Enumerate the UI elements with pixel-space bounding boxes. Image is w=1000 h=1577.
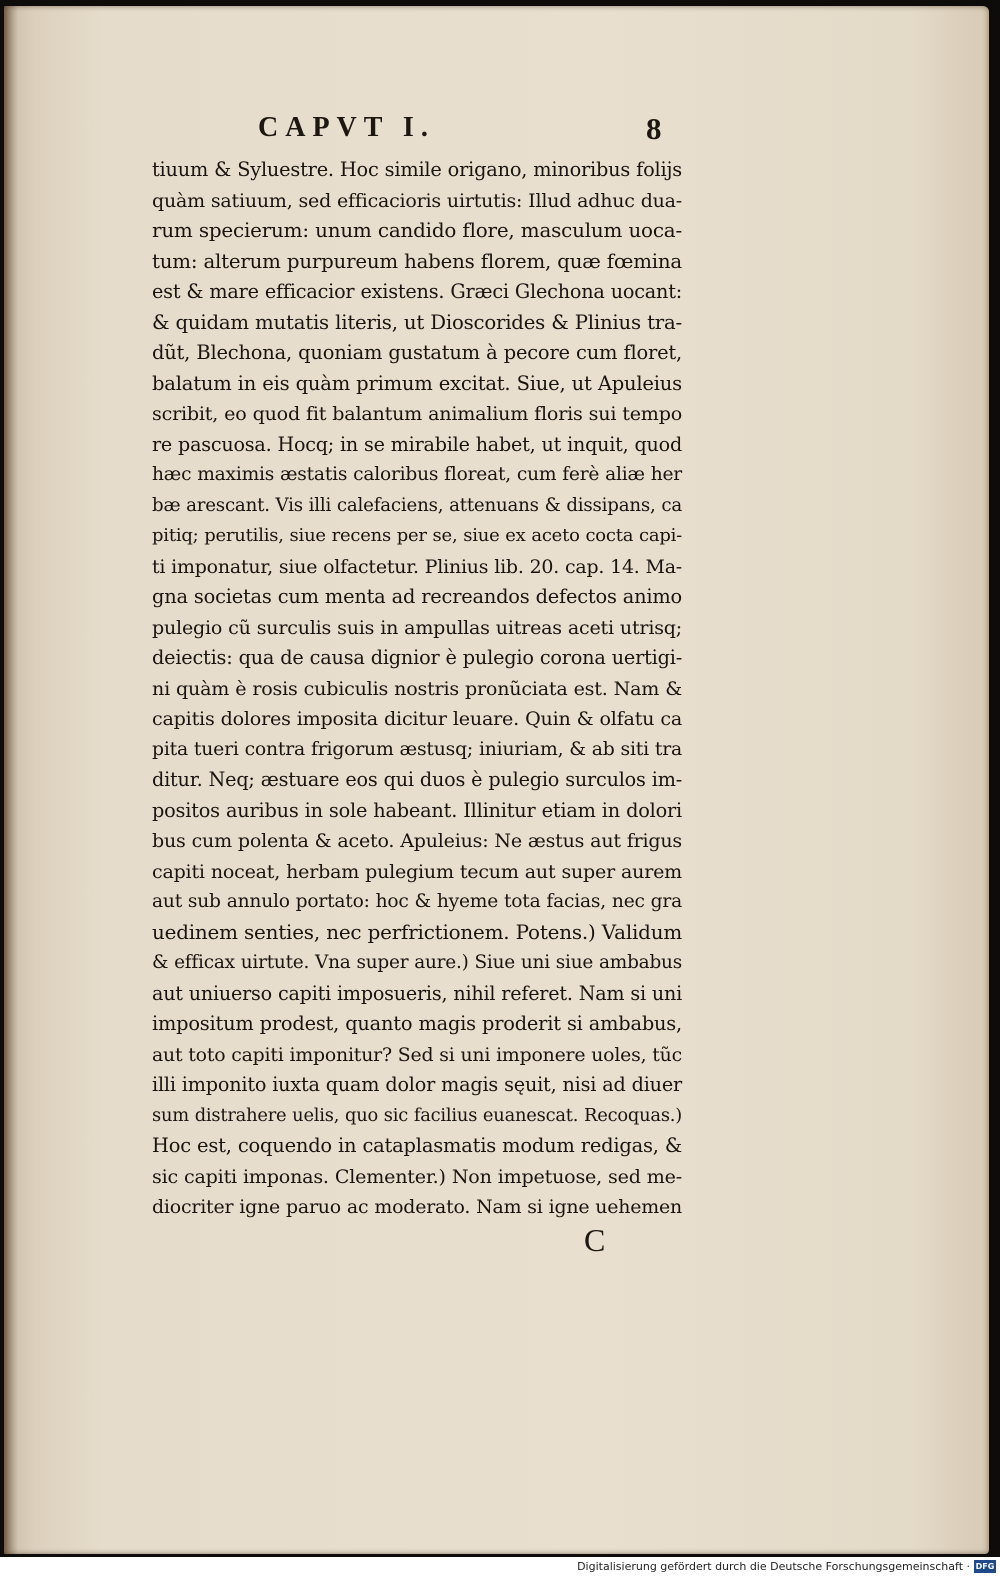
text-line: pulegio cũ surculis suis in ampullas uitreas aceti utrisq; <box>152 616 682 639</box>
text-line: impositum prodest, quanto magis proderit si ambabus, <box>152 1012 682 1035</box>
text-line: aut uniuerso capiti imposueris, nihil referet. Nam si uni <box>152 981 682 1005</box>
dfg-logo-icon: DFG <box>975 1562 995 1571</box>
text-line: ditur. Neq; æstuare eos qui duos è pulegio surculos im- <box>152 768 682 791</box>
text-line: tum: alterum purpureum habens florem, quæ fœmina <box>152 249 682 273</box>
text-line: hæc maximis æstatis caloribus floreat, cum ferè aliæ her <box>152 464 682 485</box>
text-line: Hoc est, coquendo in cataplasmatis modum redigas, & <box>152 1134 682 1157</box>
gutter-shadow <box>4 6 18 1554</box>
text-line: bæ arescant. Vis illi calefaciens, attenuans & dissipans, ca <box>152 494 682 516</box>
text-line: re pascuosa. Hocq; in se mirabile habet, ut inquit, quod <box>152 432 682 456</box>
text-line: ni quàm è rosis cubiculis nostris pronũciata est. Nam & <box>152 676 682 700</box>
text-line: positos auribus in sole habeant. Illinitur etiam in dolori <box>152 798 682 822</box>
text-line: dũt, Blechona, quoniam gustatum à pecore cum floret, <box>152 341 682 364</box>
text-line: rum specierum: unum candido flore, masculum uoca- <box>152 219 682 242</box>
text-line: deiectis: qua de causa dignior è pulegio corona uertigi- <box>152 646 682 669</box>
funding-credit: Digitalisierung gefördert durch die Deutsche Forschungsgemeinschaft · <box>577 1560 970 1573</box>
body-text <box>152 155 682 1223</box>
text-line: aut sub annulo portato: hoc & hyeme tota facias, nec gra <box>152 891 682 912</box>
text-line: & efficax uirtute. Vna super aure.) Siue uni siue ambabus <box>152 952 682 973</box>
text-line: illi imponito iuxta quam dolor magis sęuit, nisi ad diuer <box>152 1073 682 1096</box>
text-line: aut toto capiti imponitur? Sed si uni imponere uoles, tũc <box>152 1043 682 1066</box>
text-line: ti imponatur, siue olfactetur. Plinius lib. 20. cap. 14. Ma- <box>152 555 682 578</box>
text-line: pita tueri contra frigorum æstusq; iniuriam, & ab siti tra <box>152 738 682 760</box>
text-line: sic capiti imponas. Clementer.) Non impetuose, sed me- <box>152 1164 682 1188</box>
text-line: est & mare efficacior existens. Græci Glechona uocant: <box>152 280 682 303</box>
text-line: sum distrahere uelis, quo sic facilius euanescat. Recoquas.) <box>152 1104 682 1126</box>
text-line: capitis dolores imposita dicitur leuare. Quin & olfatu ca <box>152 707 682 730</box>
text-line: pitiq; perutilis, siue recens per se, siue ex aceto cocta capi- <box>152 525 682 546</box>
text-line: & quidam mutatis literis, ut Dioscorides & Plinius tra- <box>152 310 682 334</box>
text-line: balatum in eis quàm primum excitat. Siue, ut Apuleius <box>152 371 682 395</box>
text-line: quàm satiuum, sed efficacioris uirtutis: Illud adhuc dua- <box>152 189 682 212</box>
text-line: tiuum & Syluestre. Hoc simile origano, minoribus folijs <box>152 158 682 181</box>
text-line: bus cum polenta & aceto. Apuleius: Ne æstus aut frigus <box>152 830 682 852</box>
text-line: capiti noceat, herbam pulegium tecum aut super aurem <box>152 860 682 883</box>
page-number: 8 <box>646 111 662 146</box>
text-line: diocriter igne paruo ac moderato. Nam si igne uehemen <box>152 1196 682 1218</box>
text-line: scribit, eo quod fit balantum animalium floris sui tempo <box>152 402 682 425</box>
text-line: gna societas cum menta ad recreandos defectos animo <box>152 585 682 608</box>
text-line: uedinem senties, nec perfrictionem. Potens.) Validum <box>152 920 682 944</box>
running-head: CAPVT I. <box>258 112 435 143</box>
signature-mark: C <box>584 1222 606 1258</box>
